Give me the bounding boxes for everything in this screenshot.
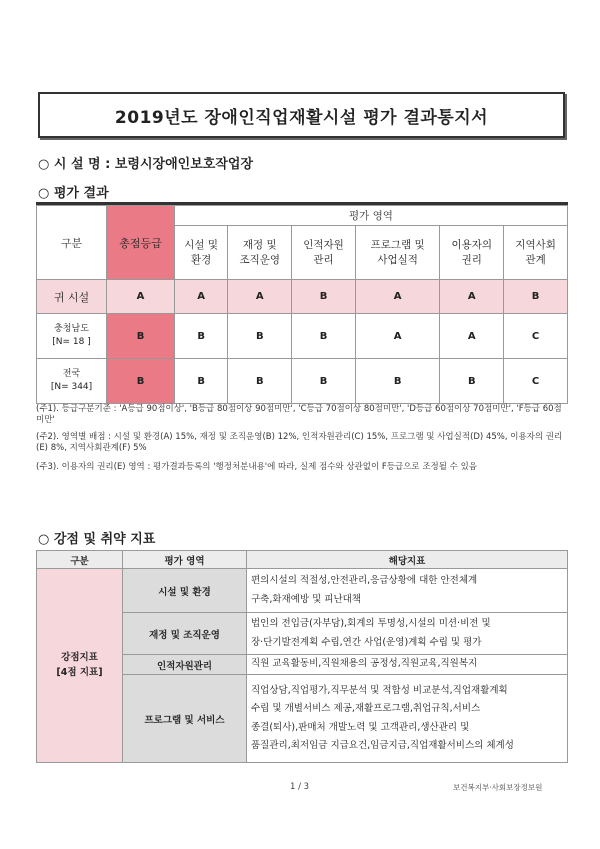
strength-indicator-line: 직원 교육활동비,직원채용의 공정성,직원교육,직원복지 xyxy=(251,658,478,670)
strength-indicator-line: 편의시설의 적절성,안전관리,응급상황에 대한 안전체계 xyxy=(251,575,478,587)
results-heading: ○ 평가 결과 xyxy=(38,186,109,201)
facility-line xyxy=(38,153,253,172)
area-grade-cell: A xyxy=(440,280,504,314)
area-header-3 xyxy=(355,226,439,280)
area-grade-cell: B xyxy=(440,359,504,404)
area-grade-cell: B xyxy=(175,359,228,404)
strength-row xyxy=(37,569,568,613)
area-header-1 xyxy=(228,226,292,280)
area-header-4 xyxy=(440,226,504,280)
area-grade-cell: C xyxy=(504,359,568,404)
strength-group-label xyxy=(37,569,123,763)
strengths-heading: ○ 강점 및 취약 지표 xyxy=(38,532,156,547)
area-header-line: 환경 xyxy=(191,253,212,266)
row-label-line: [N= 18 ] xyxy=(52,337,91,347)
area-header-line: 권리 xyxy=(461,253,482,266)
area-grade-cell: B xyxy=(228,359,292,404)
strength-area: 프로그램 및 서비스 xyxy=(123,675,247,763)
area-grade-cell: A xyxy=(355,314,439,359)
strength-indicator-line: 법인의 전입금(자부담),회계의 투명성,시설의 미션·비전 및 xyxy=(251,618,491,630)
strength-indicator-line: 장·단기발전계획 수립,연간 사업(운영)계획 수립 및 평가 xyxy=(251,636,482,648)
row-label-line: [N= 344] xyxy=(50,382,93,392)
strength-indicator-line: 수립 및 개별서비스 제공,재활프로그램,취업규칙,서비스 xyxy=(251,703,481,715)
row-label-line: 전국 xyxy=(62,368,81,379)
total-grade-header: 총점등급 xyxy=(107,206,175,280)
footer-org: 보건복지부·사회보장정보원 xyxy=(453,783,543,792)
area-grade-cell: A xyxy=(228,280,292,314)
gubun-header: 구분 xyxy=(37,206,107,280)
strength-indicators xyxy=(247,569,568,613)
area-header-line: 지역사회 xyxy=(515,239,556,252)
area-header-5 xyxy=(504,226,568,280)
strength-indicator-line: 구축,화재예방 및 피난대책 xyxy=(251,593,362,605)
results-row xyxy=(37,359,568,404)
strength-indicator-line: 품질관리,최저임금 지급요건,임금지급,직업재활서비스의 체계성 xyxy=(251,739,514,751)
area-header-line: 조직운영 xyxy=(239,253,281,266)
row-label-line: 충청남도 xyxy=(54,323,89,334)
area-header: 평가 영역 xyxy=(175,206,568,226)
area-header-line: 이용자의 xyxy=(451,239,493,252)
strength-col-area: 평가 영역 xyxy=(123,551,247,569)
note-2: (주2). 영역별 배점 : 시설 및 환경(A) 15%, 재정 및 조직운영(B) 12%, 인적자원관리(C) 15%, 프로그램 및 사업실적(D) 45%, 이용자의 권리(E) 8%, 지역사회관계(F) 5% xyxy=(36,432,563,454)
results-table xyxy=(36,205,568,404)
area-grade-cell: A xyxy=(175,280,228,314)
strength-area: 재정 및 조직운영 xyxy=(123,613,247,655)
area-grade-cell: A xyxy=(440,314,504,359)
area-grade-cell: B xyxy=(292,280,356,314)
area-grade-cell: B xyxy=(292,359,356,404)
strength-col-indicator: 해당지표 xyxy=(247,551,568,569)
row-label-line: 귀 시설 xyxy=(53,290,90,304)
strength-area: 시설 및 환경 xyxy=(123,569,247,613)
results-row-label xyxy=(37,359,107,404)
area-grade-cell: B xyxy=(355,359,439,404)
area-header-0 xyxy=(175,226,228,280)
strength-area: 인적자원관리 xyxy=(123,655,247,675)
strengths-table xyxy=(36,550,568,763)
area-grade-cell: B xyxy=(175,314,228,359)
area-header-line: 시설 및 xyxy=(184,239,219,252)
page-number: 1 / 3 xyxy=(290,782,310,792)
strength-col-gubun: 구분 xyxy=(37,551,123,569)
strength-indicator-line: 직업상담,직업평가,직무분석 및 적합성 비교분석,직업재활계획 xyxy=(251,685,508,697)
area-grade-cell: B xyxy=(504,280,568,314)
strength-indicators xyxy=(247,675,568,763)
note-3: (주3). 이용자의 권리(E) 영역 : 평가결과등록의 '행정처분내용'에 따라, 실제 점수와 상관없이 F등급으로 조정될 수 있음 xyxy=(36,462,477,472)
area-header-line: 관리 xyxy=(313,253,334,266)
area-header-line: 프로그램 및 xyxy=(370,239,425,252)
strength-indicator-line: 종결(퇴사),판매처 개발노력 및 고객관리,생산관리 및 xyxy=(251,721,470,733)
note-1: (주1). 등급구분기준 : 'A등급 90점이상', 'B등급 80점이상 90점미만', 'C등급 70점이상 80점미만', 'D등급 60점이상 70점미만', 'F등급 60점미만' xyxy=(36,404,562,426)
results-row-label xyxy=(37,314,107,359)
area-grade-cell: A xyxy=(355,280,439,314)
facility-name: 보령시장애인보호작업장 xyxy=(114,157,253,172)
area-header-line: 사업실적 xyxy=(377,253,418,266)
facility-label: ○ 시 설 명 : xyxy=(38,157,111,172)
area-grade-cell: B xyxy=(292,314,356,359)
strength-indicators xyxy=(247,613,568,655)
strength-group-line: 강점지표 xyxy=(61,652,98,664)
area-grade-cell: B xyxy=(228,314,292,359)
area-grade-cell: C xyxy=(504,314,568,359)
area-header-line: 인적자원 xyxy=(303,239,344,252)
total-grade-cell: A xyxy=(107,280,175,314)
results-row-label xyxy=(37,280,107,314)
total-grade-cell: B xyxy=(107,359,175,404)
strength-group-line: [4점 지표] xyxy=(56,666,103,678)
area-header-2 xyxy=(292,226,356,280)
area-header-line: 재정 및 xyxy=(242,239,277,252)
document-title: 2019년도 장애인직업재활시설 평가 결과통지서 xyxy=(38,92,565,138)
results-row xyxy=(37,280,568,314)
results-row xyxy=(37,314,568,359)
strength-indicators xyxy=(247,655,568,675)
area-header-line: 관계 xyxy=(525,253,546,266)
total-grade-cell: B xyxy=(107,314,175,359)
